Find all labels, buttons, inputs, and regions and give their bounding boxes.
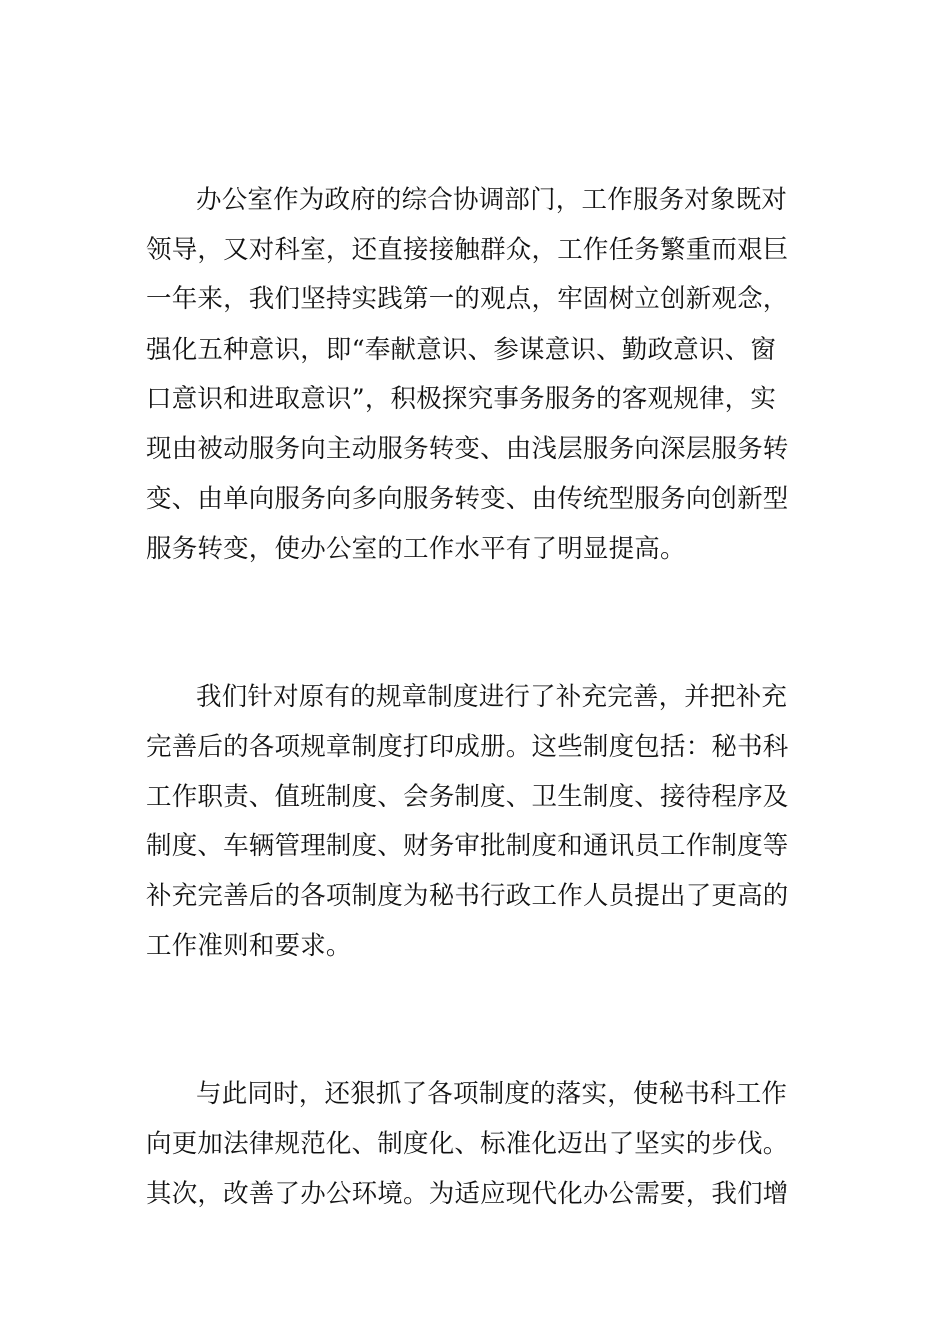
paragraph-line: 领导，又对科室，还直接接触群众，工作任务繁重而艰巨 bbox=[146, 235, 789, 265]
paragraph-line: 强化五种意识，即“奉献意识、参谋意识、勤政意识、窗 bbox=[146, 335, 777, 365]
paragraph-line: 与此同时，还狠抓了各项制度的落实，使秘书科工作 bbox=[196, 1079, 788, 1109]
paragraph-line: 向更加法律规范化、制度化、标准化迈出了坚实的步伐。 bbox=[146, 1129, 789, 1159]
paragraph-line: 现由被动服务向主动服务转变、由浅层服务向深层服务转 bbox=[146, 434, 789, 464]
paragraph-line: 服务转变，使办公室的工作水平有了明显提高。 bbox=[146, 534, 686, 564]
paragraph-line: 口意识和进取意识”，积极探究事务服务的客观规律，实 bbox=[146, 384, 777, 414]
paragraph-line: 其次，改善了办公环境。为适应现代化办公需要，我们增 bbox=[146, 1179, 789, 1209]
paragraph-line: 制度、车辆管理制度、财务审批制度和通讯员工作制度等 bbox=[146, 831, 789, 861]
paragraph-line: 完善后的各项规章制度打印成册。这些制度包括：秘书科 bbox=[146, 732, 789, 762]
paragraph-line: 工作职责、值班制度、会务制度、卫生制度、接待程序及 bbox=[146, 782, 789, 812]
paragraph-line: 工作准则和要求。 bbox=[146, 931, 352, 961]
paragraph-line: 变、由单向服务向多向服务转变、由传统型服务向创新型 bbox=[146, 484, 789, 514]
paragraph-line: 办公室作为政府的综合协调部门，工作服务对象既对 bbox=[196, 185, 788, 215]
paragraph-line: 补充完善后的各项制度为秘书行政工作人员提出了更高的 bbox=[146, 881, 789, 911]
paragraph-line: 一年来，我们坚持实践第一的观点，牢固树立创新观念， bbox=[146, 284, 789, 314]
paragraph-line: 我们针对原有的规章制度进行了补充完善，并把补充 bbox=[196, 682, 788, 712]
